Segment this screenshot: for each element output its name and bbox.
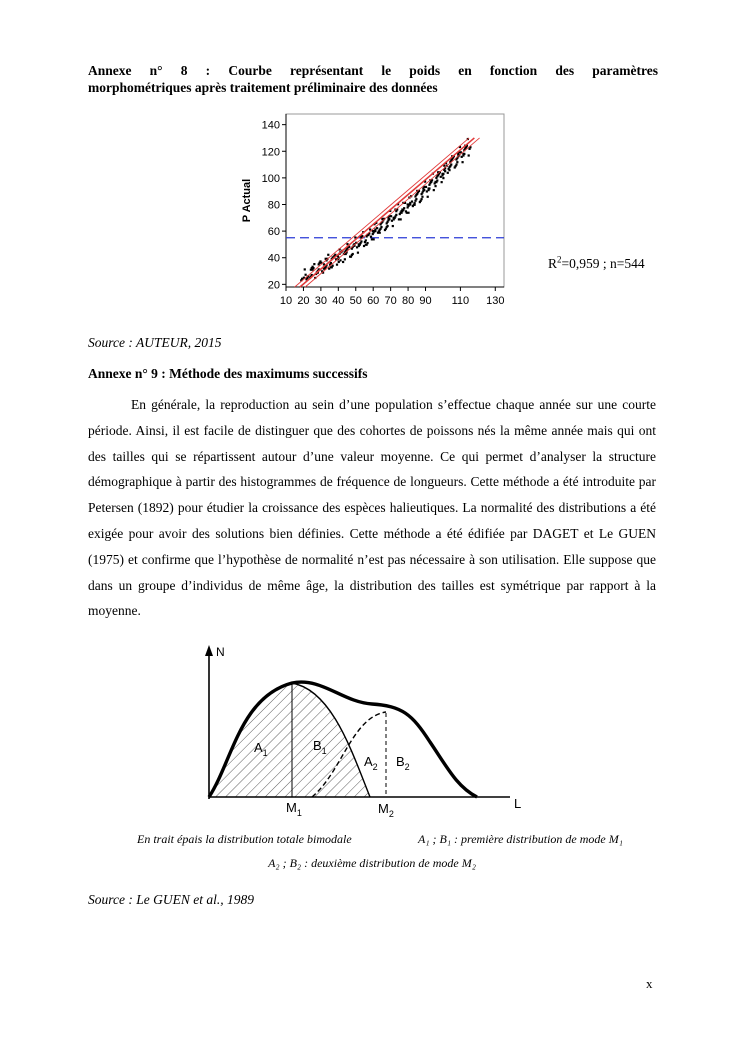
x-tick-label: 80 xyxy=(401,295,415,307)
data-point xyxy=(421,196,423,198)
data-point xyxy=(461,161,463,163)
diagram-caption-line2: A₂ ; B₂ : deuxième distribution de mode M₂ xyxy=(268,856,476,870)
bimodal-diagram xyxy=(192,642,532,824)
data-point xyxy=(379,232,381,234)
data-point xyxy=(455,163,457,165)
data-point xyxy=(425,186,427,188)
data-point xyxy=(442,177,444,179)
data-point xyxy=(386,226,388,228)
data-point xyxy=(387,219,389,221)
annexe9-paragraph: En générale, la reproduction au sein d’une population s’effectue chaque année sur une courte période. Ainsi, il est facile de distinguer que des cohortes de poissons nés la même année mais qui ont des tailles qui se répartissent autour d’une valeur moyenne. Ce qui permet d’analyser la structure démographique à partir des histogrammes de fréquence de longueurs. Cette méthode a été introduite par Petersen (1892) pour étudier la croissance des espèces halieutiques. La normalité des distributions a été exigée pour avoir des solutions bien définies. Cette méthode a été édifiée par DAGET et Le GUEN (1975) et confirme que l’hypothèse de normalité n’est pas nécessaire à son utilisation. Elle suppose que dans un groupe d’individus de même âge, la distribution des tailles est symétrique par rapport à la moyenne. xyxy=(88,397,656,619)
y-tick-label: 20 xyxy=(267,279,280,292)
data-point xyxy=(434,185,436,187)
x-tick-label: 10 xyxy=(279,295,293,307)
data-point xyxy=(415,198,417,200)
data-point xyxy=(395,214,397,216)
data-point xyxy=(415,194,417,196)
data-point xyxy=(436,179,438,181)
data-point xyxy=(463,153,465,155)
data-point xyxy=(327,254,329,256)
x-tick-label: 130 xyxy=(486,295,505,307)
data-point xyxy=(403,207,405,209)
label-m2: $M_2$ xyxy=(378,801,394,819)
data-point xyxy=(428,187,430,189)
scatter-svg xyxy=(236,112,506,314)
caption-left: En trait épais la distribution totale bimodale xyxy=(137,832,352,846)
annexe8-title xyxy=(88,62,658,96)
data-point xyxy=(407,212,409,214)
y-tick-label: 140 xyxy=(261,119,280,132)
data-point xyxy=(344,258,346,260)
data-point xyxy=(468,154,470,156)
data-point xyxy=(304,268,306,270)
data-point xyxy=(373,238,375,240)
x-tick-label: 90 xyxy=(419,295,432,307)
data-point xyxy=(380,226,382,228)
data-point xyxy=(436,175,438,177)
data-point xyxy=(312,267,314,269)
data-point xyxy=(420,198,422,200)
axis-l-label: L xyxy=(514,796,522,811)
x-tick-label: 60 xyxy=(367,295,380,307)
label-a1: $A_1$ xyxy=(254,740,268,758)
bimodal-svg xyxy=(192,642,532,824)
data-point xyxy=(305,274,307,276)
axis-n-label: N xyxy=(216,645,225,659)
caption-right: A₁ ; B₁ : première distribution de mode M₁ xyxy=(418,832,623,846)
label-a2: $A_2$ xyxy=(364,754,378,772)
data-point xyxy=(332,265,334,267)
x-tick-label: 20 xyxy=(297,295,310,307)
data-point xyxy=(366,242,368,244)
data-point xyxy=(450,163,452,165)
data-point xyxy=(342,261,344,263)
r2-label xyxy=(548,256,645,272)
r2-rest: =0,959 ; n=544 xyxy=(561,256,645,271)
annexe9-title: Annexe n° 9 : Méthode des maximums successifs xyxy=(88,366,368,381)
data-point xyxy=(448,169,450,171)
data-point xyxy=(360,240,362,242)
source-annexe8: Source : AUTEUR, 2015 xyxy=(88,335,222,350)
data-point xyxy=(376,227,378,229)
label-b1: $B_1$ xyxy=(313,738,327,756)
data-point xyxy=(447,172,449,174)
source-annexe9: Source : Le GUEN et al., 1989 xyxy=(88,892,254,907)
data-point xyxy=(441,181,443,183)
annexe8-title-line2: morphométriques après traitement préliminaire des données xyxy=(88,80,438,95)
data-point xyxy=(456,161,458,163)
x-tick-label: 110 xyxy=(451,295,470,307)
data-point xyxy=(411,200,413,202)
y-tick-label: 100 xyxy=(261,172,280,185)
x-tick-label: 70 xyxy=(384,295,397,307)
data-point xyxy=(351,254,353,256)
x-tick-label: 50 xyxy=(349,295,362,307)
label-m1: $M_1$ xyxy=(286,800,302,818)
y-tick-label: 60 xyxy=(267,226,280,239)
data-point xyxy=(365,239,367,241)
data-point xyxy=(339,259,341,261)
data-point xyxy=(427,196,429,198)
data-point xyxy=(433,189,435,191)
y-axis-title: P Actual xyxy=(241,178,253,223)
data-point xyxy=(336,264,338,266)
r2-sup: 2 xyxy=(557,254,562,265)
data-point xyxy=(379,229,381,231)
y-tick-label: 120 xyxy=(261,146,280,159)
data-point xyxy=(444,170,446,172)
y-tick-label: 40 xyxy=(267,252,280,265)
annexe8-title-line1: Annexe n° 8 : Courbe représentant le poids en fonction des paramètres xyxy=(88,63,658,78)
label-b2: $B_2$ xyxy=(396,754,410,772)
y-tick-label: 80 xyxy=(267,199,280,212)
y-axis-arrow xyxy=(205,645,213,656)
data-point xyxy=(370,236,372,238)
data-point xyxy=(400,218,402,220)
data-point xyxy=(442,173,444,175)
data-point xyxy=(357,252,359,254)
x-tick-label: 30 xyxy=(314,295,328,307)
scatter-chart xyxy=(236,112,506,314)
data-point xyxy=(313,263,315,265)
data-point xyxy=(390,215,392,217)
x-tick-label: 40 xyxy=(332,295,345,307)
data-point xyxy=(422,190,424,192)
page-number: x xyxy=(646,976,653,991)
data-point xyxy=(414,202,416,204)
data-point xyxy=(448,166,450,168)
data-point xyxy=(392,225,394,227)
r2-prefix: R xyxy=(548,256,558,271)
